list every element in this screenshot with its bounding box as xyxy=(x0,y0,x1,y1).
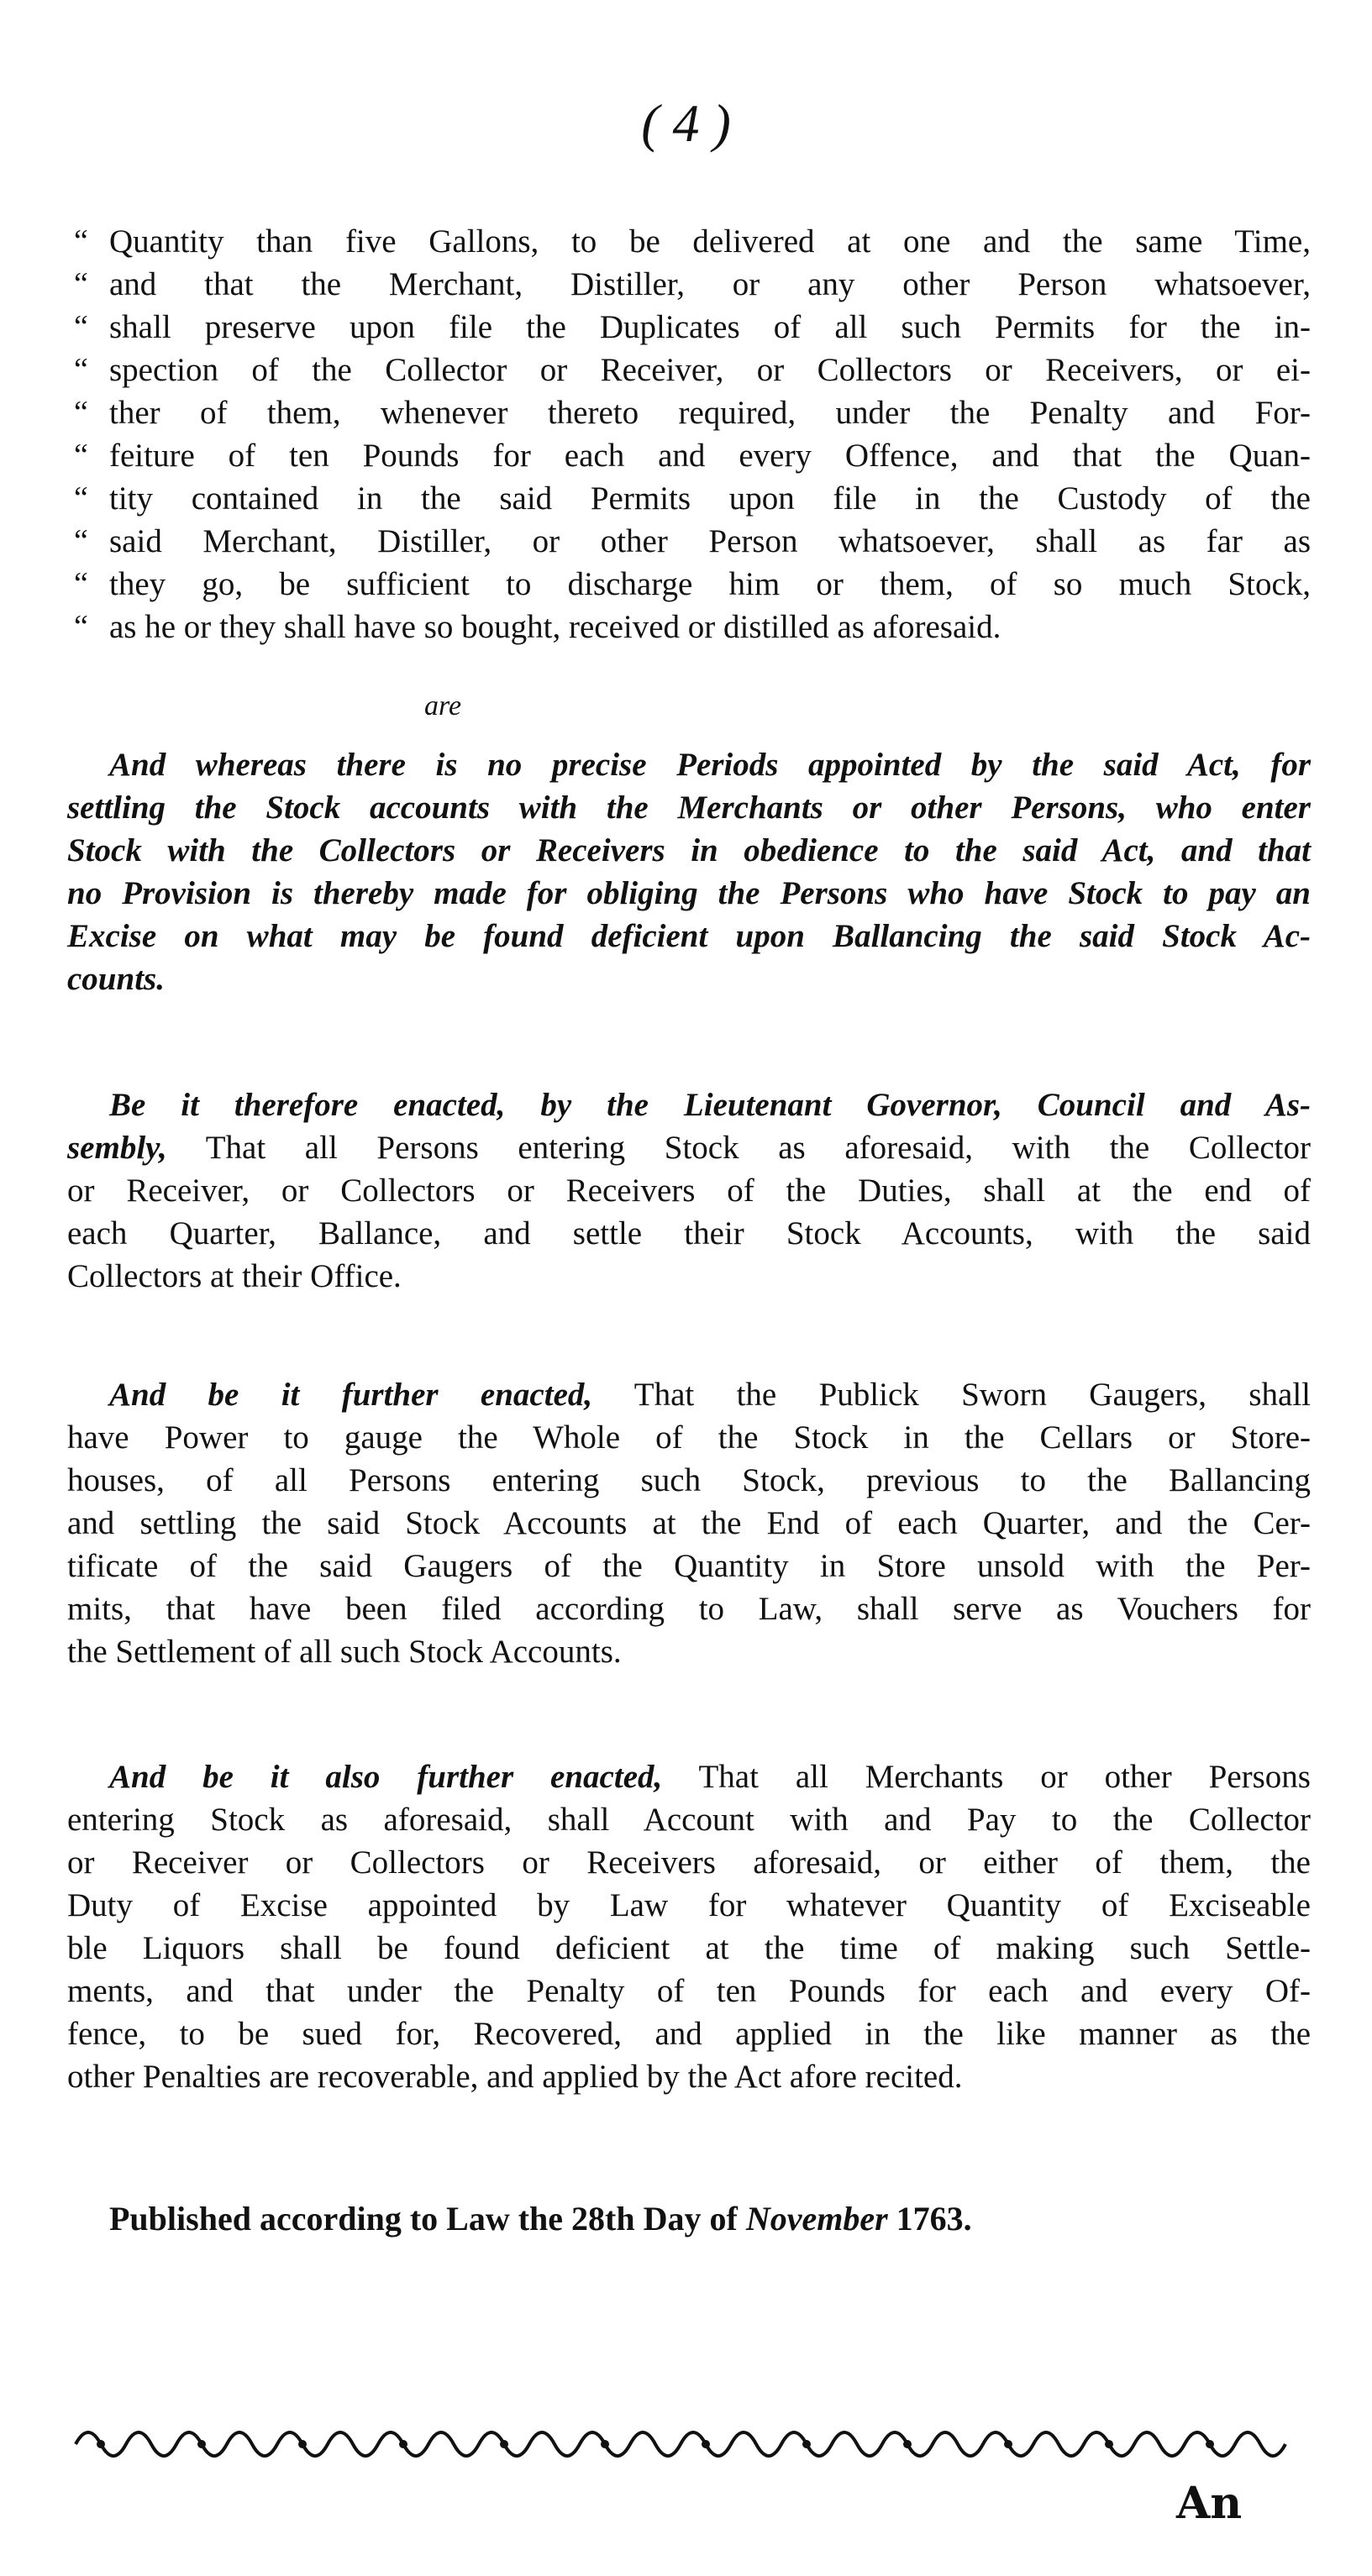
text-line: “ Quantity than five Gallons, to be delivered at one and the same Time, xyxy=(67,220,1311,263)
text-line: each Quarter, Ballance, and settle their Stock Accounts, with the said xyxy=(67,1215,1311,1251)
text-line: “ tity contained in the said Permits upon file in the Custody of the xyxy=(67,477,1311,520)
text-line: “ ther of them, whenever thereto required, under the Penalty and For- xyxy=(67,391,1311,434)
text-line: Duty of Excise appointed by Law for whatever Quantity of Exciseable xyxy=(67,1887,1311,1923)
text-line: counts. xyxy=(67,961,165,997)
enacting-paragraph-1 xyxy=(67,1083,1311,1298)
text-line: mits, that have been filed according to Law, shall serve as Vouchers for xyxy=(67,1591,1311,1627)
text-line: settling the Stock accounts with the Merchants or other Persons, who enter xyxy=(67,790,1311,826)
text-line xyxy=(67,1755,1311,1798)
text-line: houses, of all Persons entering such Stock, previous to the Ballancing xyxy=(67,1462,1311,1498)
text-line: Collectors at their Office. xyxy=(67,1258,402,1294)
text-line: other Penalties are recoverable, and applied by the Act afore recited. xyxy=(67,2059,963,2095)
text-line: or Receiver or Collectors or Receivers aforesaid, or either of them, the xyxy=(67,1844,1311,1881)
quoted-paragraph xyxy=(67,220,1311,648)
enacting-paragraph-3 xyxy=(67,1755,1311,2098)
text-line: “ said Merchant, Distiller, or other Person whatsoever, shall as far as xyxy=(67,520,1311,563)
publication-line xyxy=(109,2199,1285,2238)
text-line: or Receiver, or Collectors or Receivers of the Duties, shall at the end of xyxy=(67,1173,1311,1209)
text-line: Stock with the Collectors or Receivers in obedience to the said Act, and that xyxy=(67,832,1311,868)
whereas-paragraph xyxy=(67,743,1311,1000)
text-line: “ and that the Merchant, Distiller, or any other Person whatsoever, xyxy=(67,263,1311,306)
text-line: “ shall preserve upon file the Duplicates of all such Permits for the in- xyxy=(67,306,1311,349)
enacting-clause: sembly, xyxy=(67,1130,167,1166)
text-line: entering Stock as aforesaid, shall Account with and Pay to the Collector xyxy=(67,1802,1311,1838)
text-line: fence, to be sued for, Recovered, and applied in the like manner as the xyxy=(67,2016,1311,2052)
text-line: Excise on what may be found deficient upon Ballancing the said Stock Ac- xyxy=(67,918,1311,954)
year: 1763. xyxy=(887,2200,972,2238)
enacting-clause: And be it also further enacted, xyxy=(109,1759,663,1795)
text-line xyxy=(67,1373,1311,1416)
text-line: ble Liquors shall be found deficient at the time of making such Settle- xyxy=(67,1930,1311,1966)
enacting-clause: And be it further enacted, xyxy=(109,1377,593,1413)
text-fragment: That the Publick Sworn Gaugers, shall xyxy=(592,1377,1311,1413)
page-number: ( 4 ) xyxy=(641,93,731,153)
text-line: And whereas there is no precise Periods appointed by the said Act, for xyxy=(109,747,1311,783)
text-line: have Power to gauge the Whole of the Stock in the Cellars or Store- xyxy=(67,1419,1311,1456)
text-fragment: That all Merchants or other Persons xyxy=(662,1759,1311,1795)
ornamental-border xyxy=(67,2411,1311,2478)
text-line: “ feiture of ten Pounds for each and every Offence, and that the Quan- xyxy=(67,434,1311,477)
text-line: “ as he or they shall have so bought, received or distilled as aforesaid. xyxy=(67,606,1311,648)
enacting-paragraph-2 xyxy=(67,1373,1311,1673)
text-line: no Provision is thereby made for obliging the Persons who have Stock to pay an xyxy=(67,875,1311,911)
text-line: Be it therefore enacted, by the Lieutenant Governor, Council and As- xyxy=(109,1087,1311,1123)
text-line xyxy=(67,1126,1311,1169)
month: November xyxy=(745,2200,888,2238)
text-line: ments, and that under the Penalty of ten Pounds for each and every Of- xyxy=(67,1973,1311,2009)
text-fragment: Published according to Law the 28th Day of xyxy=(109,2200,746,2238)
catchword: An xyxy=(1176,2478,1243,2529)
text-fragment: That all Persons entering Stock as aforesaid, with the Collector xyxy=(166,1130,1311,1166)
text-line: tificate of the said Gaugers of the Quantity in Store unsold with the Per- xyxy=(67,1548,1311,1584)
text-line: and settling the said Stock Accounts at the End of each Quarter, and the Cer- xyxy=(67,1505,1311,1541)
text-line: “ spection of the Collector or Receiver, or Collectors or Receivers, or ei- xyxy=(67,349,1311,391)
handwritten-insertion: are xyxy=(424,690,462,721)
text-line: “ they go, be sufficient to discharge him or them, of so much Stock, xyxy=(67,563,1311,606)
text-line: the Settlement of all such Stock Accounts. xyxy=(67,1634,622,1670)
